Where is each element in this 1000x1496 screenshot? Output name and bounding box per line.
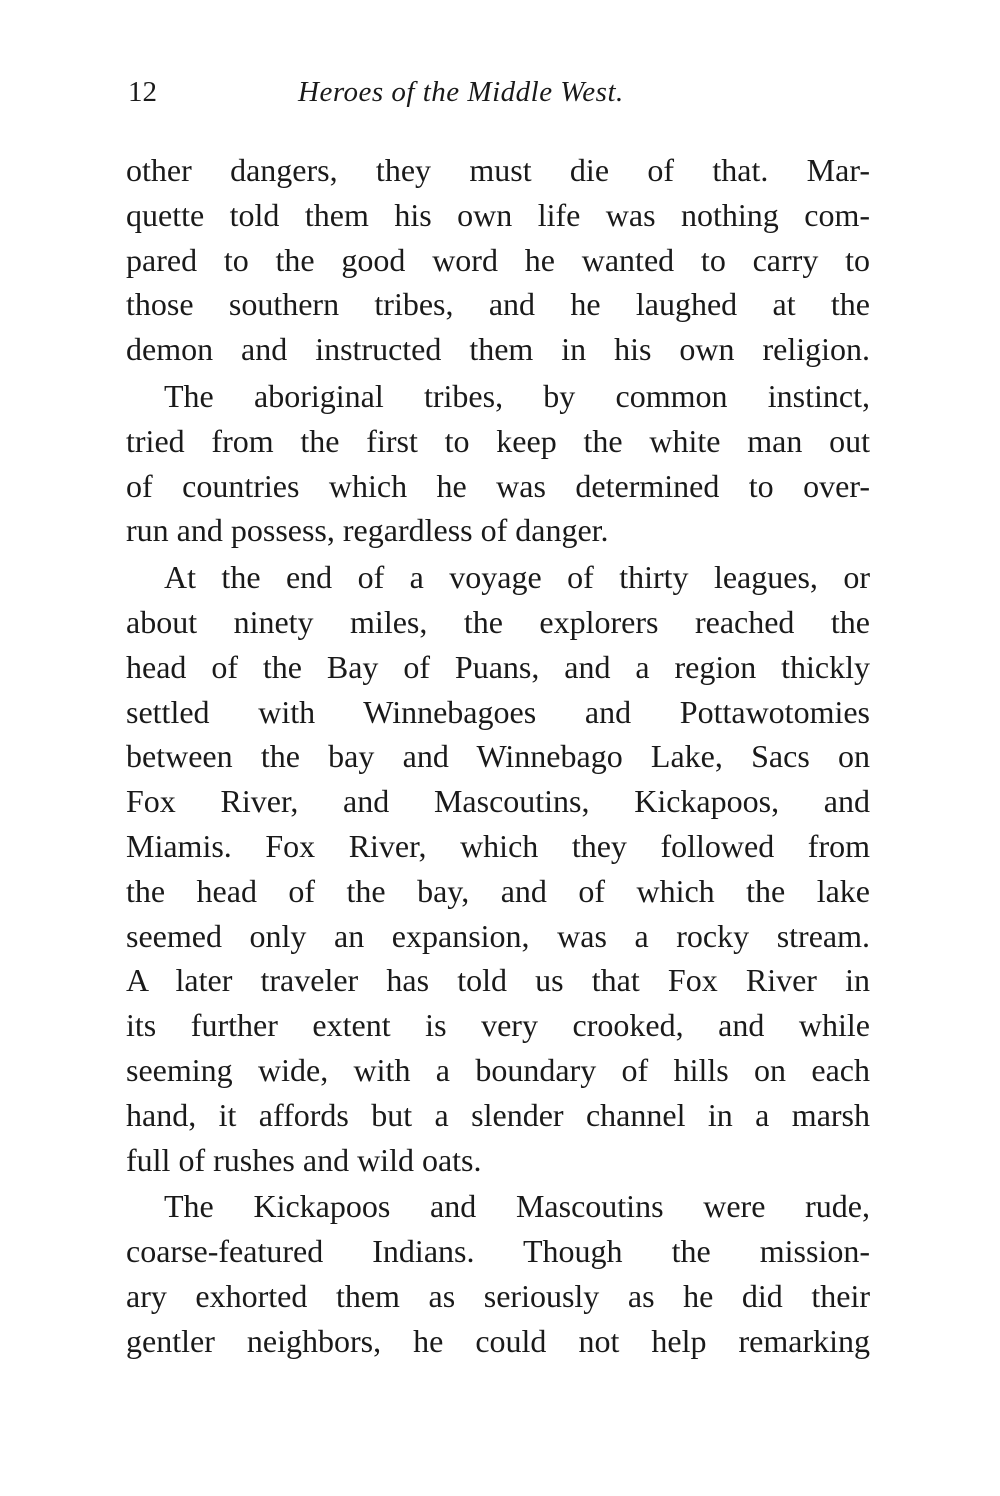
paragraph-3 — [126, 555, 870, 1182]
text-line: the head of the bay, and of which the lake — [126, 872, 870, 909]
text-line: At the end of a voyage of thirty leagues, or — [164, 559, 870, 596]
text-line: coarse-featured Indians. Though the mission- — [126, 1233, 870, 1270]
text-line: quette told them his own life was nothing com- — [126, 196, 870, 233]
text-line: between the bay and Winnebago Lake, Sacs on — [126, 738, 870, 775]
text-line: seemed only an expansion, was a rocky stream. — [126, 917, 870, 954]
text-line: those southern tribes, and he laughed at the — [126, 286, 870, 323]
page-number: 12 — [128, 76, 157, 108]
text-line: Miamis. Fox River, which they followed from — [126, 827, 870, 864]
text-line: A later traveler has told us that Fox River in — [126, 962, 870, 999]
text-line: run and possess, regardless of danger. — [126, 512, 609, 549]
text-line: full of rushes and wild oats. — [126, 1141, 482, 1178]
text-line: about ninety miles, the explorers reached the — [126, 603, 870, 640]
paragraph-1 — [126, 148, 870, 372]
body-text — [126, 148, 870, 1364]
text-line: tried from the first to keep the white man out — [126, 422, 870, 459]
text-line: settled with Winnebagoes and Pottawotomies — [126, 693, 870, 730]
text-line: seeming wide, with a boundary of hills on each — [126, 1051, 870, 1088]
text-line: demon and instructed them in his own religion. — [126, 331, 870, 368]
text-line: ary exhorted them as seriously as he did their — [126, 1277, 870, 1314]
paragraph-2 — [126, 374, 870, 553]
text-line: Fox River, and Mascoutins, Kickapoos, and — [126, 783, 870, 820]
text-line: its further extent is very crooked, and while — [126, 1007, 870, 1044]
text-line: gentler neighbors, he could not help remarking — [126, 1322, 870, 1359]
running-head — [128, 70, 872, 114]
text-line: head of the Bay of Puans, and a region thickly — [126, 648, 870, 685]
text-line: of countries which he was determined to over- — [126, 467, 870, 504]
text-line: pared to the good word he wanted to carry to — [126, 241, 870, 278]
text-line: hand, it affords but a slender channel in a marsh — [126, 1096, 870, 1133]
running-title: Heroes of the Middle West. — [298, 76, 624, 108]
text-line: other dangers, they must die of that. Mar- — [126, 152, 870, 188]
text-line: The Kickapoos and Mascoutins were rude, — [164, 1188, 870, 1225]
paragraph-4 — [126, 1184, 870, 1363]
text-line: The aboriginal tribes, by common instinct, — [164, 377, 870, 414]
